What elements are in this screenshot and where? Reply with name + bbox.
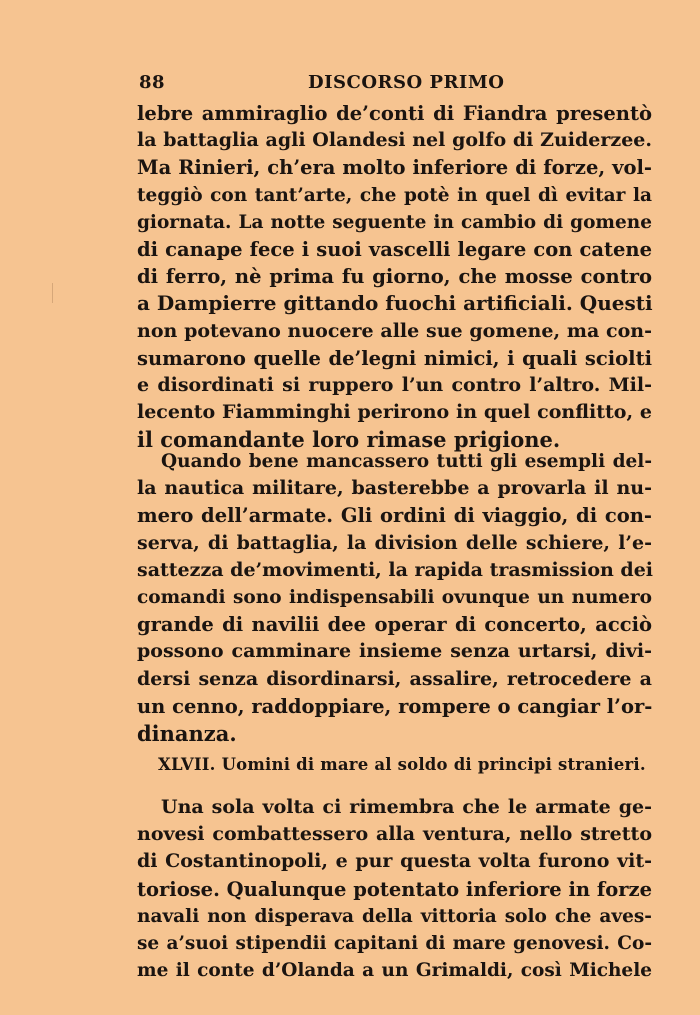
text-line: dinanza. xyxy=(137,720,237,746)
text-line: lebre ammiraglio de’conti di Fiandra presentò xyxy=(137,102,652,125)
page-number: 88 xyxy=(139,72,166,93)
text-line: dersi senza disordinarsi, assalire, retrocedere a xyxy=(137,667,652,690)
text-line: Ma Rinieri, ch’era molto inferiore di forze, vol- xyxy=(137,156,652,180)
text-line: possono camminare insieme senza urtarsi, divi- xyxy=(137,640,652,663)
text-line: sumarono quelle de’legni nimici, i quali sciolti xyxy=(137,346,652,370)
text-line: a Dampierre gittando fuochi artificiali. Questi xyxy=(137,291,653,316)
text-line: grande di navilii dee operar di concerto, acciò xyxy=(137,613,652,637)
text-line: giornata. La notte seguente in cambio di gomene xyxy=(137,211,652,233)
text-line: di ferro, nè prima fu giorno, che mosse contro xyxy=(137,265,652,289)
text-line: novesi combattessero alla ventura, nello stretto xyxy=(137,823,652,846)
running-head: DISCORSO PRIMO xyxy=(308,72,505,93)
text-line: il comandante loro rimase prigione. xyxy=(137,427,561,453)
page-header xyxy=(139,72,509,102)
text-line: di canape fece i suoi vascelli legare con catene xyxy=(137,237,652,261)
page-mark xyxy=(52,283,53,303)
text-line: se a’suoi stipendii capitani di mare genovesi. Co- xyxy=(137,932,652,954)
text-line: di Costantinopoli, e pur questa volta furono vit- xyxy=(137,850,652,873)
text-line: comandi sono indispensabili ovunque un numero xyxy=(137,586,652,608)
text-line: Una sola volta ci rimembra che le armate ge- xyxy=(161,796,652,818)
text-line: serva, di battaglia, la division delle schiere, l’e- xyxy=(137,531,652,554)
text-line: toriose. Qualunque potentato inferiore in forze xyxy=(137,877,652,901)
paragraph-3 xyxy=(137,794,652,984)
text-line: navali non disperava della vittoria solo che aves- xyxy=(137,905,652,927)
text-line: Quando bene mancassero tutti gli esempli del- xyxy=(161,451,652,472)
text-line: la nautica militare, basterebbe a provarla il nu- xyxy=(137,477,652,500)
text-line: e disordinati si ruppero l’un contro l’altro. Mil- xyxy=(137,373,652,396)
text-line: me il conte d’Olanda a un Grimaldi, così Michele xyxy=(137,960,652,982)
text-line: non potevano nuocere alle sue gomene, ma con- xyxy=(137,319,652,342)
paragraph-2 xyxy=(137,448,652,747)
text-line: lecento Fiamminghi perirono in quel conflitto, e xyxy=(137,401,652,424)
text-line: mero dell’armate. Gli ordini di viaggio, di con- xyxy=(137,504,652,528)
section-heading: XLVII. Uomini di mare al soldo di principi stranieri. xyxy=(158,755,646,774)
paragraph-1 xyxy=(137,100,652,453)
text-line: sattezza de’movimenti, la rapida trasmission dei xyxy=(137,558,654,581)
text-line: teggiò con tant’arte, che potè in quel dì evitar la xyxy=(137,184,652,206)
text-line: la battaglia agli Olandesi nel golfo di Zuiderzee. xyxy=(137,129,652,152)
text-line: un cenno, raddoppiare, rompere o cangiar l’or- xyxy=(137,694,653,718)
